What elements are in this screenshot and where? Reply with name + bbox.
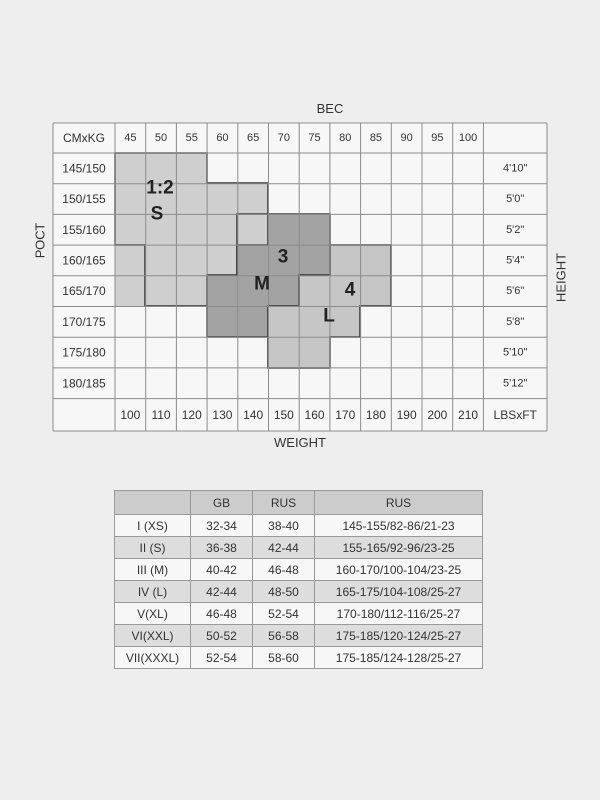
weight-lbs-label: 140: [243, 407, 264, 422]
size-table-header-cell: RUS: [253, 491, 315, 515]
size-table-cell: VII(XXXL): [115, 647, 191, 669]
weight-lbs-label: 210: [458, 407, 479, 422]
height-cm-label: 165/170: [62, 284, 106, 299]
zone-1-2-letter: S: [150, 203, 164, 225]
size-table-cell: 32-34: [191, 515, 253, 537]
size-table-cell: 42-44: [253, 537, 315, 559]
size-table-row: [115, 537, 483, 559]
size-table-cell: 36-38: [191, 537, 253, 559]
size-table-row: [115, 603, 483, 625]
weight-lbs-title: WEIGHT: [274, 435, 326, 450]
weight-lbs-label: 190: [396, 407, 417, 422]
weight-lbs-label: 120: [181, 407, 202, 422]
size-table-cell: 165-175/104-108/25-27: [315, 581, 483, 603]
size-table-cell: 38-40: [253, 515, 315, 537]
size-table-row: [115, 559, 483, 581]
size-table-cell: 46-48: [253, 559, 315, 581]
weight-kg-label: 50: [154, 132, 168, 144]
weight-kg-label: 60: [216, 132, 229, 144]
size-table-cell: VI(XXL): [115, 625, 191, 647]
weight-kg-title: ВЕС: [316, 101, 344, 116]
size-table-row: [115, 581, 483, 603]
weight-lbs-label: 200: [427, 407, 448, 422]
weight-kg-label: 95: [431, 132, 444, 144]
size-table-cell: 175-185/124-128/25-27: [315, 647, 483, 669]
size-table-row: [115, 625, 483, 647]
size-table-cell: IV (L): [115, 581, 191, 603]
weight-kg-label: 70: [277, 132, 290, 144]
weight-kg-label: 85: [369, 132, 383, 144]
corner-lbsxft-label: LBSxFT: [493, 407, 537, 422]
size-table-cell: II (S): [115, 537, 191, 559]
height-cm-label: 155/160: [62, 222, 106, 237]
weight-lbs-label: 130: [212, 407, 233, 422]
height-cm-label: 175/180: [62, 345, 106, 360]
height-cm-title: РОСТ: [32, 222, 48, 259]
size-table-header-cell: GB: [191, 491, 253, 515]
zone-3-number: 3: [277, 246, 289, 268]
height-cm-label: 145/150: [62, 161, 106, 176]
size-table-cell: 145-155/82-86/21-23: [315, 515, 483, 537]
weight-kg-label: 100: [458, 132, 478, 144]
weight-lbs-label: 180: [365, 407, 386, 422]
height-ft-label: 5'6": [506, 285, 525, 298]
size-table-cell: 42-44: [191, 581, 253, 603]
height-ft-label: 4'10": [503, 162, 528, 175]
weight-lbs-label: 110: [151, 407, 171, 422]
weight-kg-label: 55: [185, 132, 198, 144]
weight-kg-label: 65: [247, 132, 260, 144]
height-cm-label: 180/185: [62, 376, 106, 391]
weight-kg-label: 75: [308, 132, 321, 144]
size-table-cell: 175-185/120-124/25-27: [315, 625, 483, 647]
size-table-cell: 58-60: [253, 647, 315, 669]
height-ft-label: 5'8": [506, 315, 525, 328]
size-table-cell: 48-50: [253, 581, 315, 603]
size-table-row: [115, 515, 483, 537]
size-conversion-table: [114, 490, 483, 669]
size-table-cell: 170-180/112-116/25-27: [315, 603, 483, 625]
size-table-cell: 155-165/92-96/23-25: [315, 537, 483, 559]
height-ft-label: 5'2": [506, 223, 525, 236]
zone-4-letter: L: [323, 305, 335, 327]
size-table-cell: 52-54: [191, 647, 253, 669]
weight-kg-label: 80: [339, 132, 352, 144]
height-ft-label: 5'12": [503, 377, 528, 390]
height-cm-label: 160/165: [62, 253, 106, 268]
size-table-cell: 56-58: [253, 625, 315, 647]
size-table-header-cell: RUS: [315, 491, 483, 515]
size-table-cell: 40-42: [191, 559, 253, 581]
size-table-cell: I (XS): [115, 515, 191, 537]
size-table-cell: 50-52: [191, 625, 253, 647]
zone-3-letter: M: [254, 273, 270, 295]
size-table-row: [115, 647, 483, 669]
height-ft-label: 5'10": [503, 346, 528, 359]
weight-kg-label: 45: [124, 132, 137, 144]
weight-lbs-label: 150: [273, 407, 294, 422]
size-table-cell: 52-54: [253, 603, 315, 625]
zone-4-number: 4: [344, 279, 356, 301]
height-cm-label: 170/175: [62, 314, 106, 329]
zone-1-2-number: 1:2: [146, 177, 174, 199]
size-table-header: [115, 491, 483, 515]
weight-lbs-label: 160: [304, 407, 325, 422]
weight-lbs-label: 170: [335, 407, 356, 422]
size-table-cell: V(XL): [115, 603, 191, 625]
size-table-header-cell: [115, 491, 191, 515]
size-table-cell: 46-48: [191, 603, 253, 625]
size-table-cell: III (M): [115, 559, 191, 581]
weight-kg-label: 90: [400, 132, 413, 144]
size-table-cell: 160-170/100-104/23-25: [315, 559, 483, 581]
corner-cmxkg-label: CMxKG: [63, 131, 105, 145]
height-ft-title: HEIGHT: [553, 252, 569, 303]
height-ft-label: 5'0": [506, 193, 525, 206]
height-cm-label: 150/155: [62, 192, 106, 207]
weight-lbs-label: 100: [120, 407, 141, 422]
height-ft-label: 5'4": [506, 254, 525, 267]
